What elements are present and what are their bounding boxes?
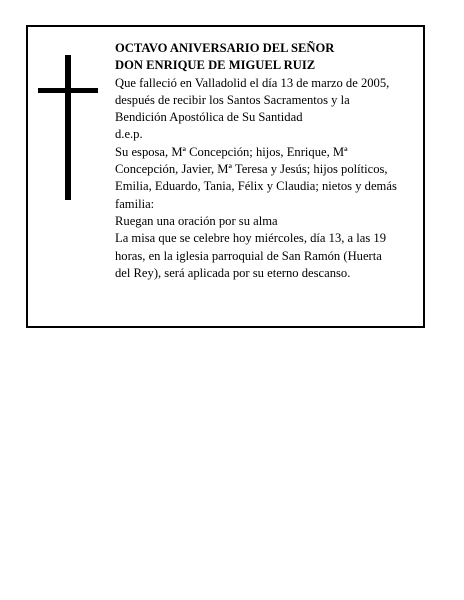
obituary-notice — [26, 25, 425, 328]
cross-horizontal-bar — [38, 88, 98, 93]
notice-body-line-1: Que falleció en Valladolid el día 13 de marzo de 2005, — [115, 75, 390, 90]
notice-body-line-10: La misa que se celebre hoy miércoles, día 13, a las 19 — [115, 231, 387, 246]
notice-body-line-3: Bendición Apostólica de Su Santidad — [115, 110, 303, 125]
notice-body-line-5: Su esposa, Mª Concepción; hijos, Enrique, Mª — [115, 144, 348, 159]
notice-body-line-4: d.e.p. — [115, 127, 143, 142]
notice-body-line-2: después de recibir los Santos Sacramentos y la — [115, 92, 350, 107]
notice-body-line-12: del Rey), será aplicada por su eterno descanso. — [115, 265, 351, 280]
cross-vertical-bar — [65, 55, 71, 200]
cross-icon — [38, 55, 98, 200]
notice-text — [115, 40, 420, 282]
notice-body-line-6: Concepción, Javier, Mª Teresa y Jesús; hijos políticos, — [115, 162, 388, 177]
notice-body-line-11: horas, en la iglesia parroquial de San Ramón (Huerta — [115, 248, 382, 263]
notice-body-line-8: familia: — [115, 196, 155, 211]
notice-title-line-2: DON ENRIQUE DE MIGUEL RUIZ — [115, 58, 316, 73]
notice-title-line-1: OCTAVO ANIVERSARIO DEL SEÑOR — [115, 41, 335, 55]
notice-body-line-9: Ruegan una oración por su alma — [115, 213, 278, 228]
notice-body-line-7: Emilia, Eduardo, Tania, Félix y Claudia; nietos y demás — [115, 179, 397, 194]
